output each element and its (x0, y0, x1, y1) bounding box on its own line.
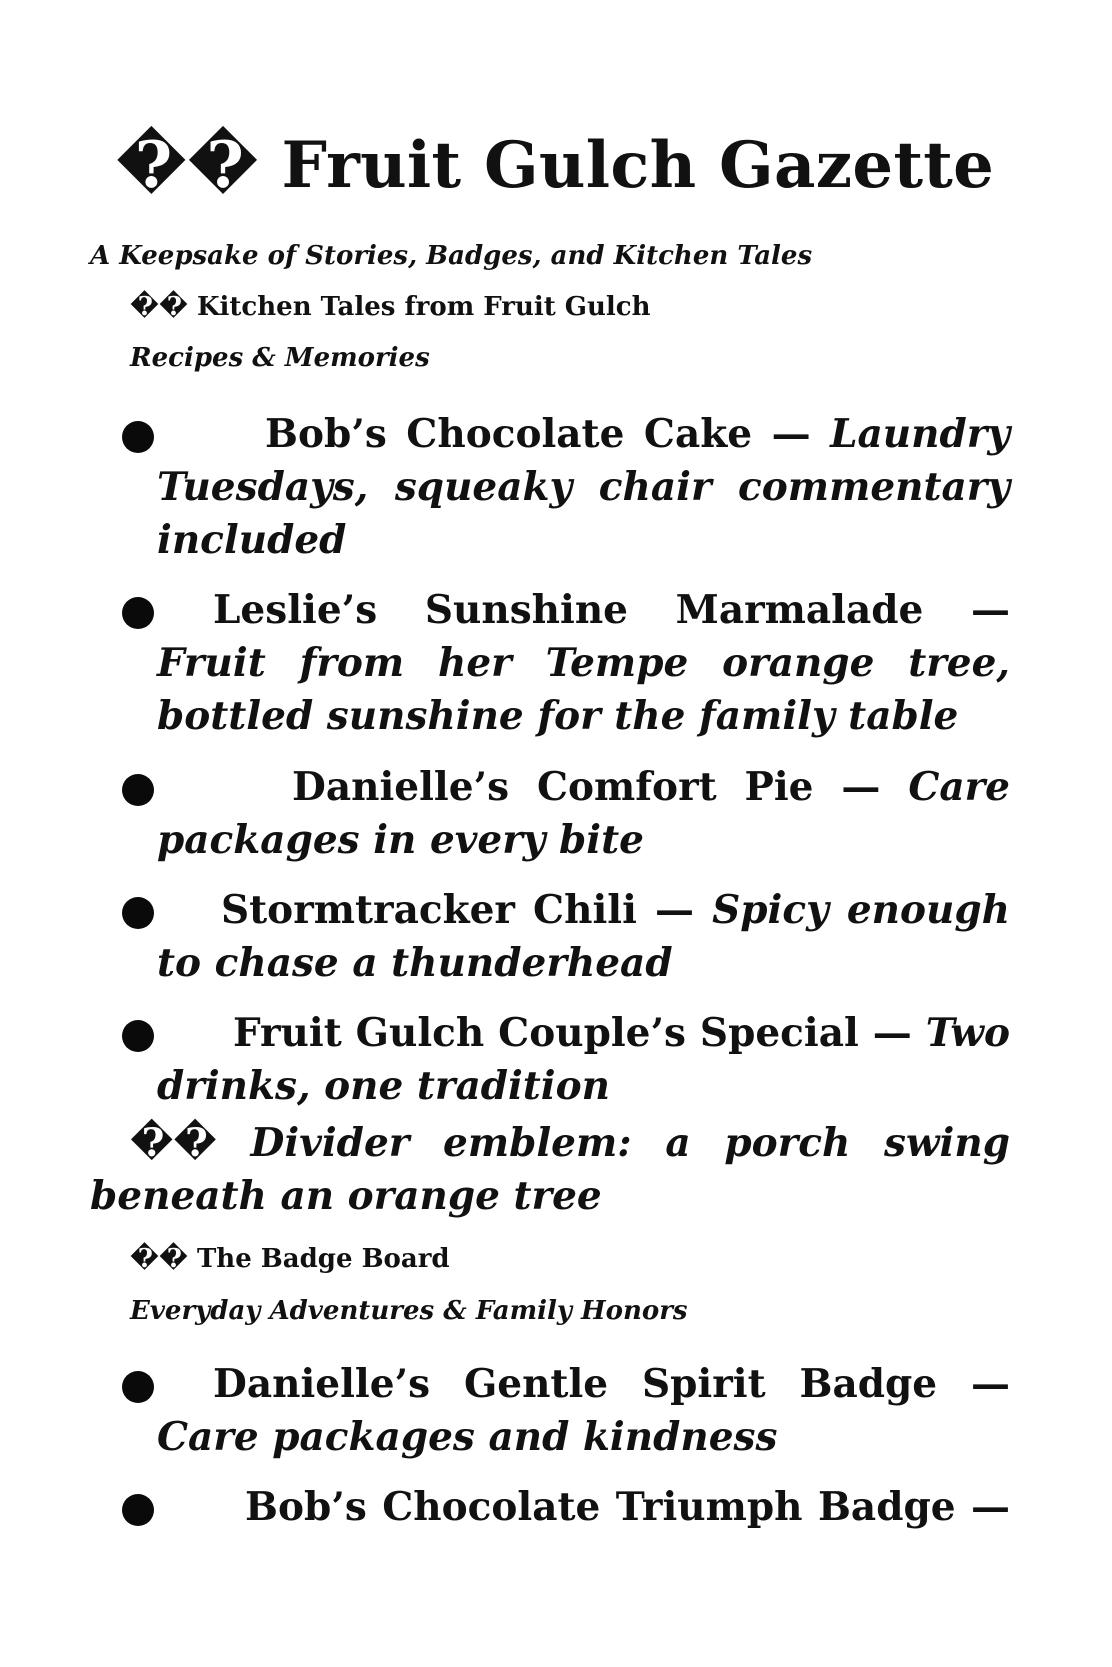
list-item (122, 1481, 1010, 1534)
separator-dash: — (813, 764, 909, 810)
badge-description: Care packages and kindness (157, 1414, 778, 1460)
bullet-icon (122, 774, 154, 806)
recipe-name: Danielle’s Comfort Pie (292, 764, 814, 810)
section-heading-badge-board: �� The Badge Board (130, 1244, 450, 1274)
recipe-description: Laundry Tuesdays, squeaky chair commentary included (157, 411, 1010, 563)
list-item (122, 584, 1010, 743)
recipe-description: Two drinks, one tradition (157, 1010, 1011, 1109)
bullet-icon (122, 421, 154, 453)
badge-name: Bob’s Chocolate Triumph Badge (245, 1484, 956, 1530)
list-item (122, 1007, 1010, 1113)
separator-dash: — (923, 587, 1010, 633)
list-item (122, 408, 1010, 567)
list-item-text (157, 584, 1010, 743)
list-item-text (157, 761, 1010, 867)
section-subheading-honors: Everyday Adventures & Family Honors (130, 1296, 688, 1326)
list-item-text (157, 408, 1010, 567)
divider-caption: Divider emblem: a porch swing beneath an orange tree (90, 1120, 1010, 1219)
separator-dash: — (937, 1361, 1010, 1407)
separator-dash: — (636, 887, 713, 933)
list-item (122, 761, 1010, 867)
recipe-description: Fruit from her Tempe orange tree, bottled sunshine for the family table (157, 640, 1010, 739)
page-title: �� Fruit Gulch Gazette (115, 128, 995, 203)
section-subheading-recipes: Recipes & Memories (130, 343, 430, 373)
emblem-glyph-icon: �� (130, 1120, 217, 1166)
separator-dash: — (752, 411, 831, 457)
list-item-text (157, 884, 1010, 990)
bullet-icon (122, 597, 154, 629)
recipe-name: Fruit Gulch Couple’s Special (233, 1010, 859, 1056)
recipe-name: Stormtracker Chili (221, 887, 637, 933)
bullet-icon (122, 1020, 154, 1052)
recipe-description: Care packages in every bite (157, 764, 1010, 863)
bullet-icon (122, 1371, 154, 1403)
section-heading-kitchen-tales: �� Kitchen Tales from Fruit Gulch (130, 292, 651, 322)
divider-emblem-text (90, 1117, 1010, 1223)
recipe-name: Bob’s Chocolate Cake (265, 411, 753, 457)
separator-dash: — (955, 1484, 1010, 1530)
list-item-text (157, 1007, 1010, 1113)
badge-name: Danielle’s Gentle Spirit Badge (213, 1361, 938, 1407)
recipe-name: Leslie’s Sunshine Marmalade (213, 587, 924, 633)
list-item-text (157, 1481, 1010, 1534)
list-item-text (157, 1358, 1010, 1464)
bullet-icon (122, 1494, 154, 1526)
recipe-description: Spicy enough to chase a thunderhead (157, 887, 1011, 986)
list-item (122, 1358, 1010, 1464)
separator-dash: — (858, 1010, 926, 1056)
page-subtitle: A Keepsake of Stories, Badges, and Kitchen Tales (90, 241, 813, 271)
bullet-icon (122, 897, 154, 929)
list-item (122, 884, 1010, 990)
